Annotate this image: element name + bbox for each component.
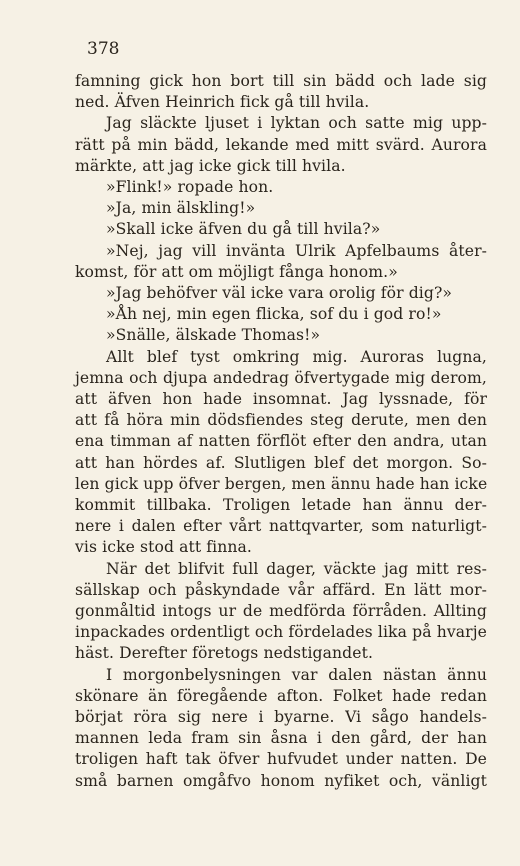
text-line: häst. Derefter företogs nedstigandet. <box>75 644 374 663</box>
text-line: komst, för att om möjligt fånga honom.» <box>75 262 398 281</box>
page-number: 378 <box>87 39 120 59</box>
text-line: rätt på min bädd, lekande med mitt svärd. Aurora <box>75 135 487 154</box>
text-line: »Jag behöfver väl icke vara orolig för dig?» <box>106 284 453 302</box>
text-line: små barnen omgåfvo honom nyfiket och, vänligt <box>75 771 487 790</box>
text-line: »Snälle, älskade Thomas!» <box>106 326 321 345</box>
text-line: famning gick hon bort till sin bädd och lade sig <box>75 72 487 90</box>
text-line: att han hördes af. Slutligen blef det morgon. So- <box>75 453 487 472</box>
text-line: len gick upp öfver bergen, men ännu hade han icke <box>75 474 488 493</box>
text-line: att få höra min dödsfiendes steg derute, men den <box>75 411 487 430</box>
text-line: »Åh nej, min egen flicka, sof du i god ro!» <box>106 305 442 324</box>
text-line: Allt blef tyst omkring mig. Auroras lugna, <box>106 347 487 366</box>
text-line: vis icke stod att finna. <box>75 538 252 557</box>
text-line: ned. Äfven Heinrich fick gå till hvila. <box>75 93 370 112</box>
text-line: sällskap och påskyndade vår affärd. En lätt mor- <box>75 580 487 599</box>
text-line: inpackades ordentligt och fördelades lika på hvarje <box>75 623 487 642</box>
text-line: »Nej, jag vill invänta Ulrik Apfelbaums åter- <box>106 241 487 260</box>
text-line: Jag släckte ljuset i lyktan och satte mig upp- <box>106 114 487 133</box>
text-line: kommit tillbaka. Troligen letade han ännu der- <box>75 496 487 514</box>
text-line: märkte, att jag icke gick till hvila. <box>75 156 346 175</box>
text-line: nere i dalen efter vårt nattqvarter, som naturligt- <box>75 517 487 536</box>
text-line: jemna och djupa andedrag öfvertygade mig derom, <box>75 368 487 387</box>
text-line: »Skall icke äfven du gå till hvila?» <box>106 220 381 239</box>
text-line: skönare än föregående afton. Folket hade redan <box>75 686 487 705</box>
text-line: »Ja, min älskling!» <box>106 199 256 218</box>
text-line: I morgonbelysningen var dalen nästan ännu <box>106 665 487 684</box>
text-line: »Flink!» ropade hon. <box>106 178 274 196</box>
text-line: troligen haft tak öfver hufvudet under natten. De <box>75 750 487 769</box>
text-line: börjat röra sig nere i byarne. Vi sågo handels- <box>75 708 487 726</box>
text-line: mannen leda fram sin åsna i den gård, der han <box>75 729 487 748</box>
text-line: gonmåltid intogs ur de medförda förråden. Allting <box>75 602 487 620</box>
text-line: att äfven hon hade insomnat. Jag lyssnade, för <box>75 390 487 408</box>
text-line: ena timman af natten förflöt efter den andra, utan <box>75 432 487 451</box>
text-line: När det blifvit full dager, väckte jag mitt res- <box>106 559 487 578</box>
